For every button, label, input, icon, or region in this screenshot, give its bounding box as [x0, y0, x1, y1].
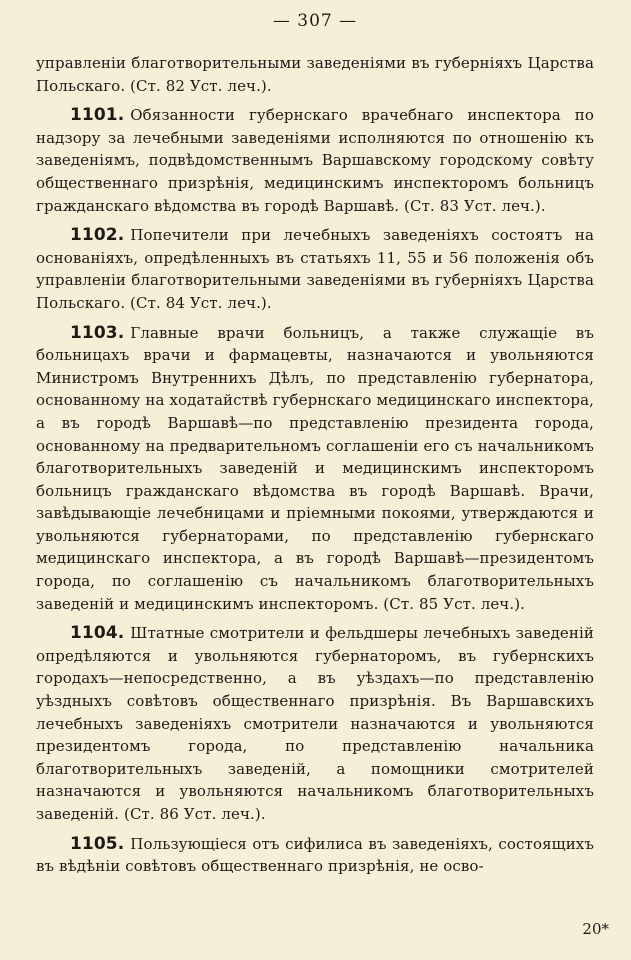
article-number: 1101. — [70, 105, 125, 126]
body-text — [36, 52, 594, 878]
article-1104 — [36, 622, 594, 825]
article-text: Обязанности губернскаго врачебнаго инспектора по надзору за лечебными заведеніями исполняются по отношенію къ заведеніямъ, подвѣдомственнымъ Варшавскому городскому совѣту общественнаго призрѣнія, медицинскимъ инспекторомъ больницъ гражданскаго вѣдомства въ городѣ Варшавѣ. (Ст. 83 Уст. леч.). — [36, 106, 594, 215]
article-number: 1103. — [70, 322, 125, 343]
article-number: 1104. — [70, 623, 125, 644]
article-text: Штатные смотрители и фельдшеры лечебныхъ заведеній опредѣляются и увольняются губернаторомъ, въ губернскихъ городахъ—непосредственно, а въ уѣздахъ—по представленію уѣздныхъ совѣтовъ общественнаго призрѣнія. Въ Варшавскихъ лечебныхъ заведеніяхъ смотрители назначаются и увольняются президентомъ города, по представленію начальника благотворительныхъ заведеній, а помощники смотрителей назначаются и увольняются начальникомъ благотворительныхъ заведеній. (Ст. 86 Уст. леч.). — [36, 624, 594, 823]
article-1103 — [36, 322, 594, 616]
article-number: 1102. — [70, 225, 125, 246]
article-text: Пользующіеся отъ сифилиса въ заведеніяхъ, состоящихъ въ вѣдѣніи совѣтовъ общественнаго призрѣнія, не осво- — [36, 834, 594, 876]
continuation-paragraph: управленіи благотворительными заведеніями въ губерніяхъ Царства Польскаго. (Ст. 82 Уст. леч.). — [36, 54, 594, 95]
article-1105 — [36, 833, 594, 878]
article-1102 — [36, 224, 594, 314]
article-text: Попечители при лечебныхъ заведеніяхъ состоятъ на основаніяхъ, опредѣленныхъ въ статьяхъ 11, 55 и 56 положенія объ управленіи благотворительными заведеніями въ губерніяхъ Царства Польскаго. (Ст. 84 Уст. леч.). — [36, 226, 594, 312]
article-text: Главные врачи больницъ, а также служащіе въ больницахъ врачи и фармацевты, назначаются и увольняются Министромъ Внутреннихъ Дѣлъ, по представленію губернатора, основанному на ходатайствѣ губернскаго медицинскаго инспектора, а въ городѣ Варшавѣ—по представленію президента города, основанному на предварительномъ соглашеніи его съ начальникомъ благотворительныхъ заведеній и медицинскимъ инспекторомъ больницъ гражданскаго вѣдомства въ городѣ Варшавѣ. Врачи, завѣдывающіе лечебницами и пріемными покоями, утверждаются и увольняются губернаторами, по представленію губернскаго медицинскаго инспектора, а въ городѣ Варшавѣ—президентомъ города, по соглашенію съ начальникомъ благотворительныхъ заведеній и медицинскимъ инспекторомъ. (Ст. 85 Уст. леч.). — [36, 323, 594, 613]
printer-signature: 20* — [582, 920, 609, 938]
page-number: — 307 — — [272, 11, 358, 31]
document-page — [36, 10, 594, 878]
article-number: 1105. — [70, 833, 125, 854]
article-1101 — [36, 104, 594, 217]
